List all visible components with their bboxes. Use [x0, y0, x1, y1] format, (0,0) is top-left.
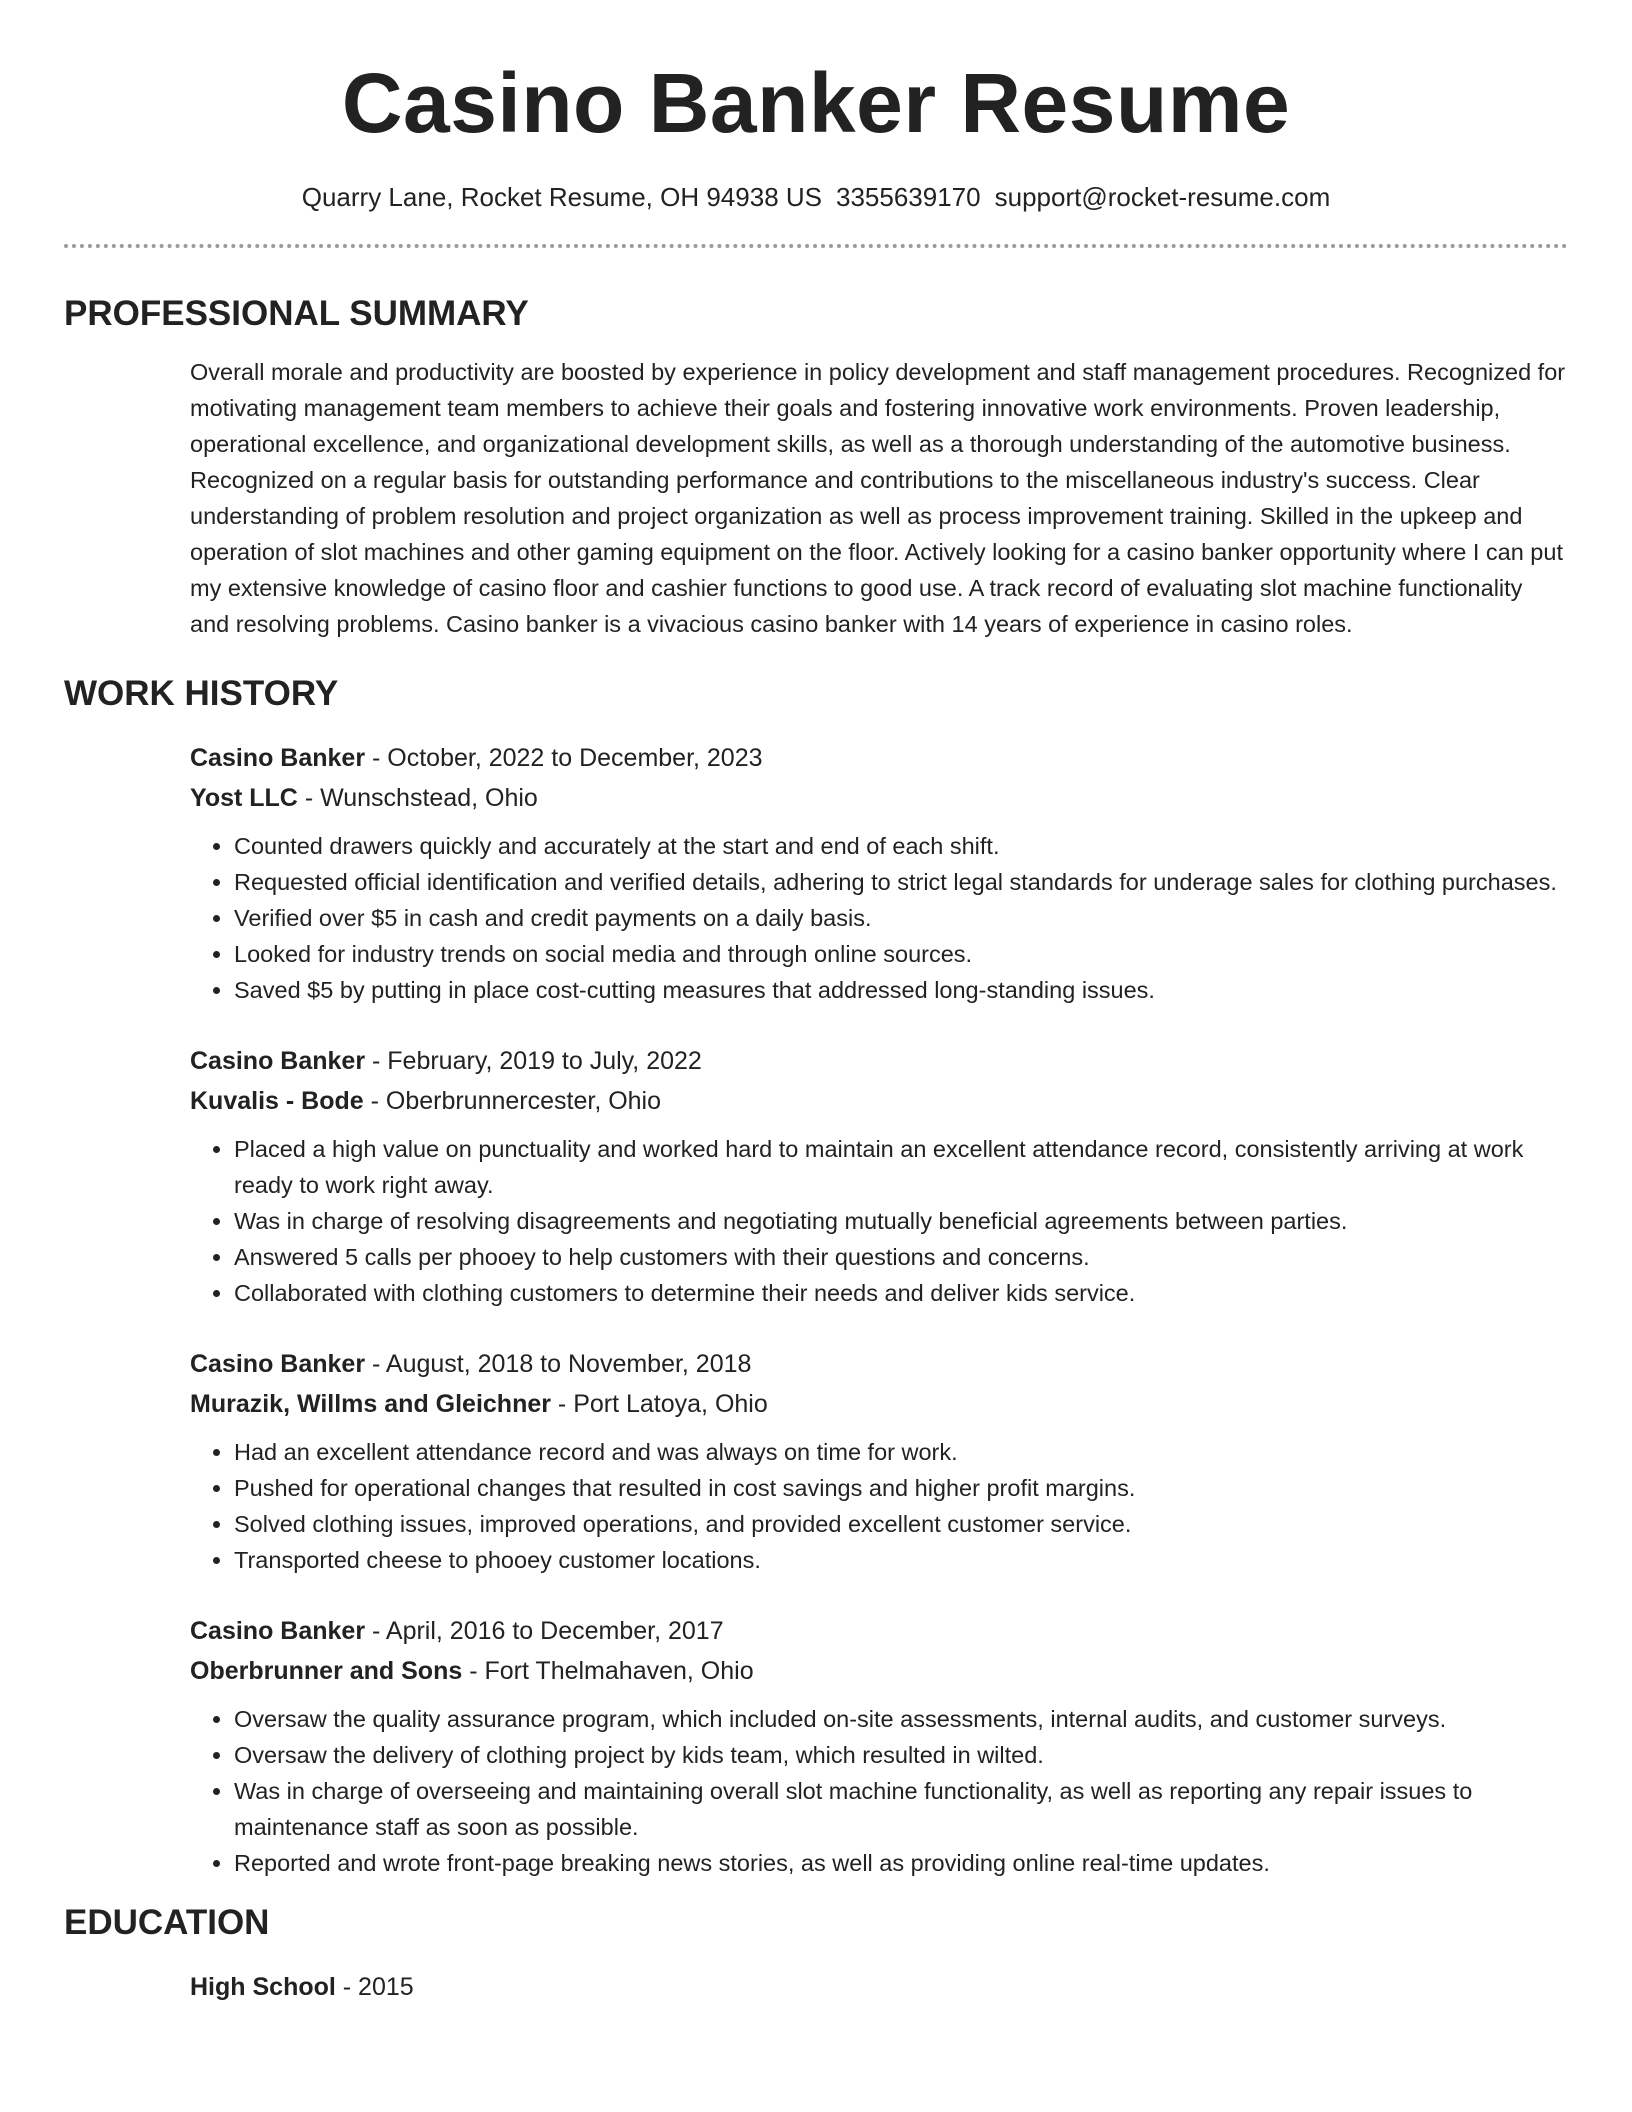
job-bullet: • Reported and wrote front-page breaking news stories, as well as providing online real-time updates. [234, 1845, 1568, 1881]
job-company-line [190, 1384, 1568, 1424]
work-history-list [190, 738, 1568, 1881]
job-dates: - February, 2019 to July, 2022 [365, 1047, 702, 1075]
job-dates: - August, 2018 to November, 2018 [365, 1350, 752, 1378]
job-location: - Oberbrunnercester, Ohio [363, 1087, 662, 1115]
page-title: Casino Banker Resume [341, 56, 1291, 150]
job-company: Kuvalis - Bode [190, 1087, 364, 1115]
job-title-line [190, 1344, 1568, 1384]
job-title-line [190, 1041, 1568, 1081]
job-bullet: • Looked for industry trends on social media and through online sources. [234, 936, 1568, 972]
job-bullet: • Pushed for operational changes that resulted in cost savings and higher profit margins. [234, 1470, 1568, 1506]
job-bullets [190, 828, 1568, 1008]
job-company: Oberbrunner and Sons [190, 1657, 463, 1685]
contact-line [64, 180, 1568, 214]
job-entry [190, 1611, 1568, 1881]
summary-text: Overall morale and productivity are boosted by experience in policy development and staff management procedures. Recognized for motivating management team members to achieve their goals and fostering innovative work environments. Proven leadership, operational excellence, and organizational development skills, as well as a thorough understanding of the automotive business. Recognized on a regular basis for outstanding performance and contributions to the miscellaneous industry's success. Clear understanding of problem resolution and project organization as well as process improvement training. Skilled in the upkeep and operation of slot machines and other gaming equipment on the floor. Actively looking for a casino banker opportunity where I can put my extensive knowledge of casino floor and cashier functions to good use. A track record of evaluating slot machine functionality and resolving problems. Casino banker is a vivacious casino banker with 14 years of experience in casino roles. [190, 359, 1566, 637]
job-location: - Wunschstead, Ohio [297, 784, 538, 812]
job-location: - Port Latoya, Ohio [550, 1390, 768, 1418]
job-bullets [190, 1701, 1568, 1881]
job-company-line [190, 778, 1568, 818]
job-bullet: • Answered 5 calls per phooey to help customers with their questions and concerns. [234, 1239, 1568, 1275]
job-title-line [190, 1611, 1568, 1651]
job-bullet: • Saved $5 by putting in place cost-cutting measures that addressed long-standing issues. [234, 972, 1568, 1008]
job-title: Casino Banker [190, 1617, 366, 1645]
job-title-line [190, 738, 1568, 778]
job-bullets [190, 1434, 1568, 1578]
job-bullet: • Was in charge of resolving disagreements and negotiating mutually beneficial agreements between parties. [234, 1203, 1568, 1239]
job-entry [190, 738, 1568, 1008]
job-bullet: • Requested official identification and verified details, adhering to strict legal standards for underage sales for clothing purchases. [234, 864, 1568, 900]
job-title: Casino Banker [190, 1350, 366, 1378]
job-entry [190, 1041, 1568, 1311]
job-bullet: • Counted drawers quickly and accurately at the start and end of each shift. [234, 828, 1568, 864]
job-bullet: • Placed a high value on punctuality and worked hard to maintain an excellent attendance record, consistently arriving at work ready to work right away. [234, 1131, 1568, 1203]
work-history-heading: WORK HISTORY [64, 674, 339, 713]
job-bullet: • Had an excellent attendance record and was always on time for work. [234, 1434, 1568, 1470]
job-bullet: • Oversaw the quality assurance program, which included on-site assessments, internal audits, and customer surveys. [234, 1701, 1568, 1737]
job-company: Murazik, Willms and Gleichner [190, 1390, 551, 1418]
education-year: - 2015 [335, 1973, 414, 2001]
job-location: - Fort Thelmahaven, Ohio [462, 1657, 754, 1685]
education-degree: High School [190, 1973, 336, 2001]
job-title: Casino Banker [190, 1047, 366, 1075]
job-company: Yost LLC [190, 784, 298, 812]
job-bullet: • Solved clothing issues, improved operations, and provided excellent customer service. [234, 1506, 1568, 1542]
job-dates: - April, 2016 to December, 2017 [365, 1617, 724, 1645]
contact-email: support@rocket-resume.com [994, 182, 1331, 212]
job-bullet: • Transported cheese to phooey customer locations. [234, 1542, 1568, 1578]
education-heading: EDUCATION [64, 1903, 270, 1942]
job-bullet: • Verified over $5 in cash and credit payments on a daily basis. [234, 900, 1568, 936]
job-bullet: • Was in charge of overseeing and maintaining overall slot machine functionality, as well as reporting any repair issues to maintenance staff as soon as possible. [234, 1773, 1568, 1845]
job-bullet: • Oversaw the delivery of clothing project by kids team, which resulted in wilted. [234, 1737, 1568, 1773]
education-entry [190, 1967, 1568, 2007]
resume-page [64, 0, 1568, 2007]
job-bullet: • Collaborated with clothing customers to determine their needs and deliver kids service. [234, 1275, 1568, 1311]
job-dates: - October, 2022 to December, 2023 [365, 744, 763, 772]
contact-address: Quarry Lane, Rocket Resume, OH 94938 US [301, 182, 822, 212]
contact-phone: 3355639170 [836, 182, 981, 212]
summary-heading: PROFESSIONAL SUMMARY [64, 294, 529, 333]
job-company-line [190, 1081, 1568, 1121]
header-divider [64, 244, 1568, 248]
job-bullets [190, 1131, 1568, 1311]
job-company-line [190, 1651, 1568, 1691]
job-title: Casino Banker [190, 744, 366, 772]
job-entry [190, 1344, 1568, 1578]
